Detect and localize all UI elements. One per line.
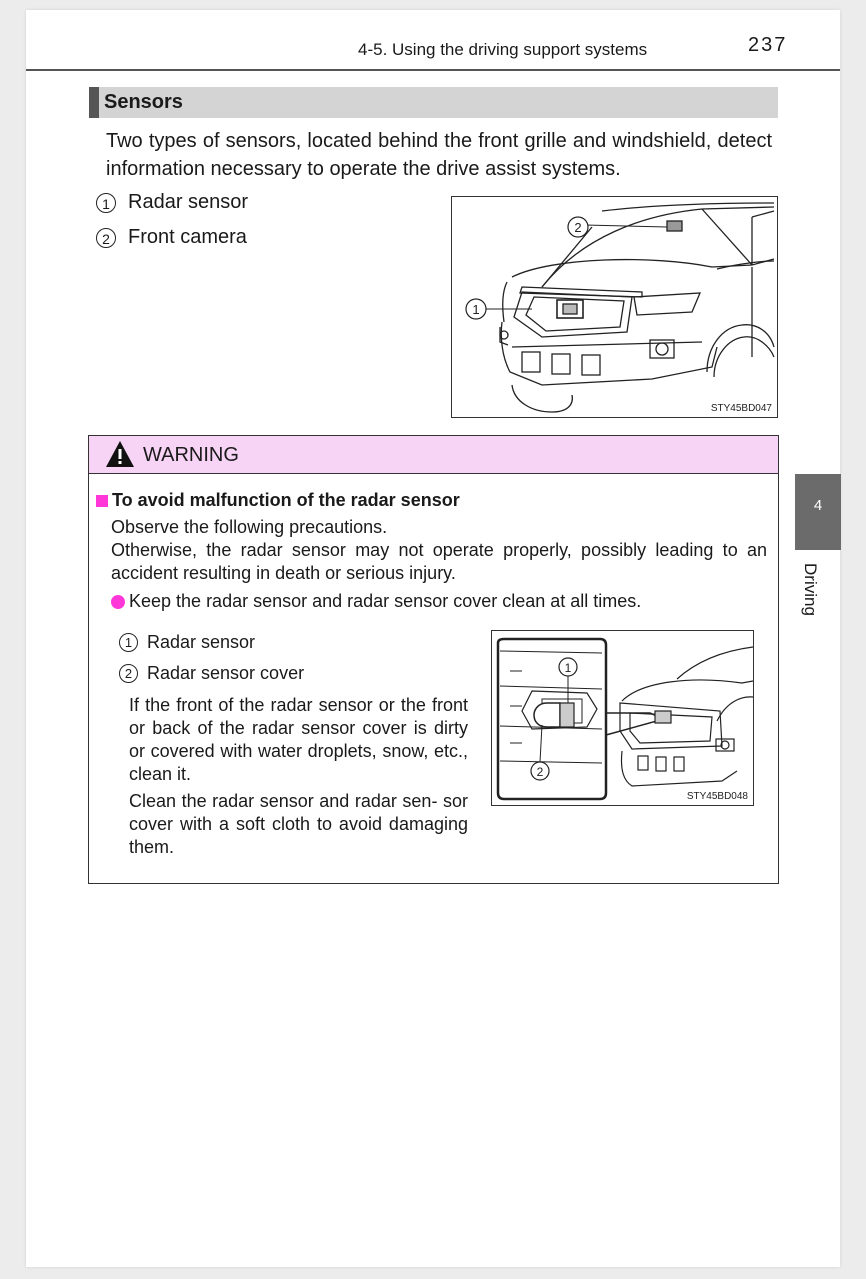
bullet-dot-icon: [111, 595, 125, 609]
warning-bullet: [111, 591, 641, 612]
truck-front-illustration: [452, 197, 777, 417]
warning-bullet-text: Keep the radar sensor and radar sensor cover clean at all times.: [129, 591, 642, 611]
section-bar: [89, 87, 778, 118]
figure-callout-2: 2: [574, 220, 582, 235]
figure-sensor-locations: [451, 196, 778, 418]
section-title: Sensors: [104, 91, 183, 113]
warning-title: WARNING: [143, 444, 239, 466]
warning-item-label: Radar sensor cover: [147, 663, 305, 683]
figure-code: STY45BD048: [686, 791, 748, 802]
list-item-label: Radar sensor: [128, 191, 249, 213]
section-bar-accent: [89, 87, 99, 118]
chapter-tab-label: Driving: [801, 563, 820, 616]
header-rule: [26, 69, 840, 71]
warning-subheading-text: To avoid malfunction of the radar sensor: [112, 490, 460, 510]
callout-number-2: 2: [96, 228, 116, 248]
warning-item-label: Radar sensor: [147, 632, 256, 652]
callout-number-1: 1: [119, 633, 138, 652]
figure-callout-1: 1: [564, 661, 572, 675]
list-item-label: Front camera: [128, 226, 247, 248]
warning-paragraph-2: Clean the radar sensor and radar sen- sor cover with a soft cloth to avoid damaging them.: [129, 791, 468, 857]
intro-paragraph: Two types of sensors, located behind the front grille and windshield, detect information necessary to operate the drive assist systems.: [106, 130, 772, 180]
warning-item-radar-sensor: [119, 632, 255, 653]
warning-line-2: Otherwise, the radar sensor may not operate properly, possibly leading to an accident resulting in death or serious injury.: [111, 540, 767, 583]
list-item-front-camera: [96, 226, 247, 249]
running-header: 4-5. Using the driving support systems: [358, 40, 648, 59]
figure-callout-2: 2: [536, 765, 544, 779]
list-item-radar-sensor: [96, 191, 248, 214]
square-bullet-icon: [96, 495, 108, 507]
page-number: 237: [748, 34, 788, 56]
warning-triangle-icon: [105, 440, 135, 468]
figure-callout-1: 1: [472, 302, 480, 317]
radar-sensor-illustration: [492, 631, 753, 805]
callout-number-1: 1: [96, 193, 116, 213]
warning-subheading: [96, 490, 460, 511]
chapter-tab[interactable]: 4: [795, 474, 841, 550]
figure-radar-sensor-detail: [491, 630, 754, 806]
warning-line-1: Observe the following precautions.: [111, 517, 388, 537]
warning-paragraph-1: If the front of the radar sensor or the front or back of the radar sensor cover is dirty or covered with water droplets, snow, etc., clean it.: [129, 695, 468, 784]
figure-code: STY45BD047: [710, 403, 772, 414]
warning-header: [89, 436, 778, 474]
warning-item-radar-sensor-cover: [119, 663, 304, 684]
callout-number-2: 2: [119, 664, 138, 683]
